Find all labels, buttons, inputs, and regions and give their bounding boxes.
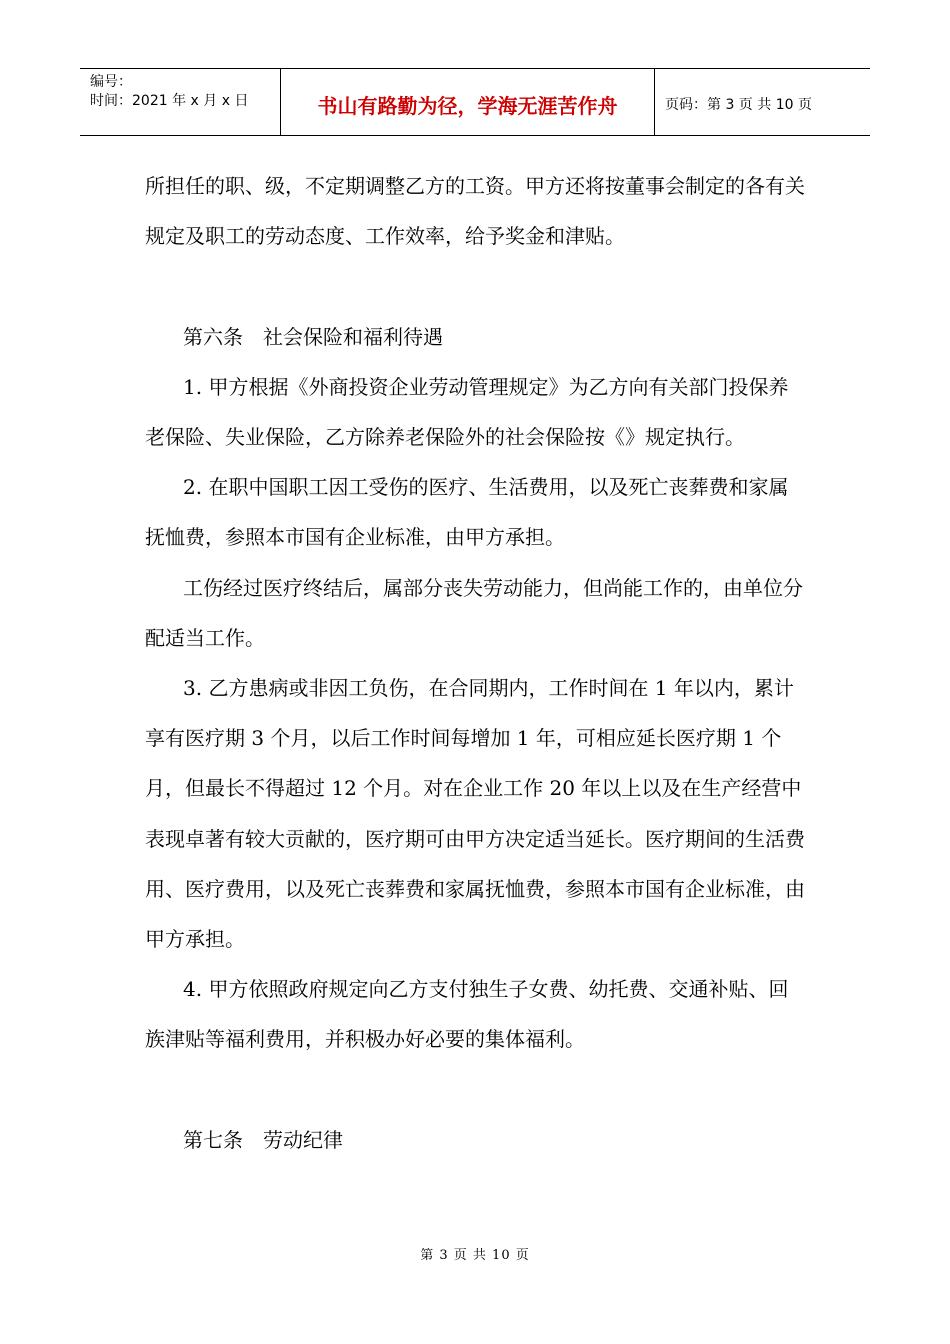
article-6-item-1: 1. 甲方根据《外商投资企业劳动管理规定》为乙方向有关部门投保养老保险、失业保险，乙方除养老保险外的社会保险按《》规定执行。 [145,374,789,449]
article-6-item-3: 3. 乙方患病或非因工负伤，在合同期内，工作时间在 1 年以内，累计享有医疗期 3 个月，以后工作时间每增加 1 年，可相应延长医疗期 1 个月，但最长不得超过 12 个月。对在企业工作 20 年以上以及在生产经营中表现卓著有较大贡献的，医疗期可由甲方决定适当延长。医疗期间的生活费用、医疗费用，以及死亡丧葬费和家属抚恤费，参照本市国有企业标准，由甲方承担。 [145,676,805,952]
document-body [145,161,807,1165]
article-6-item-4: 4. 甲方依照政府规定向乙方支付独生子女费、幼托费、交通补贴、回族津贴等福利费用，并积极办好必要的集体福利。 [145,977,789,1052]
article-7-title: 第七条 劳动纪律 [183,1127,343,1152]
article-6-item-2: 2. 在职中国职工因工受伤的医疗、生活费用，以及死亡丧葬费和家属抚恤费，参照本市国有企业标准，由甲方承担。 [145,475,789,550]
paragraph-gap [145,261,807,311]
paragraph-continued: 所担任的职、级，不定期调整乙方的工资。甲方还将按董事会制定的各有关规定及职工的劳动态度、工作效率，给予奖金和津贴。 [145,174,805,249]
document-time-label: 时间：2021 年 x 月 x 日 [90,93,249,109]
article-6-title: 第六条 社会保险和福利待遇 [183,324,443,349]
header-page-label: 页码：第 3 页 共 10 页 [665,97,812,113]
article-6-item-2-note: 工伤经过医疗终结后，属部分丧失劳动能力，但尚能工作的，由单位分配适当工作。 [145,575,803,650]
page-header [80,68,870,136]
header-motto: 书山有路勤为径，学海无涯苦作舟 [281,69,655,135]
header-meta [80,69,281,135]
document-number-label: 编号： [90,74,132,90]
page-footer: 第 3 页 共 10 页 [420,1248,530,1263]
paragraph-gap [145,1065,807,1115]
